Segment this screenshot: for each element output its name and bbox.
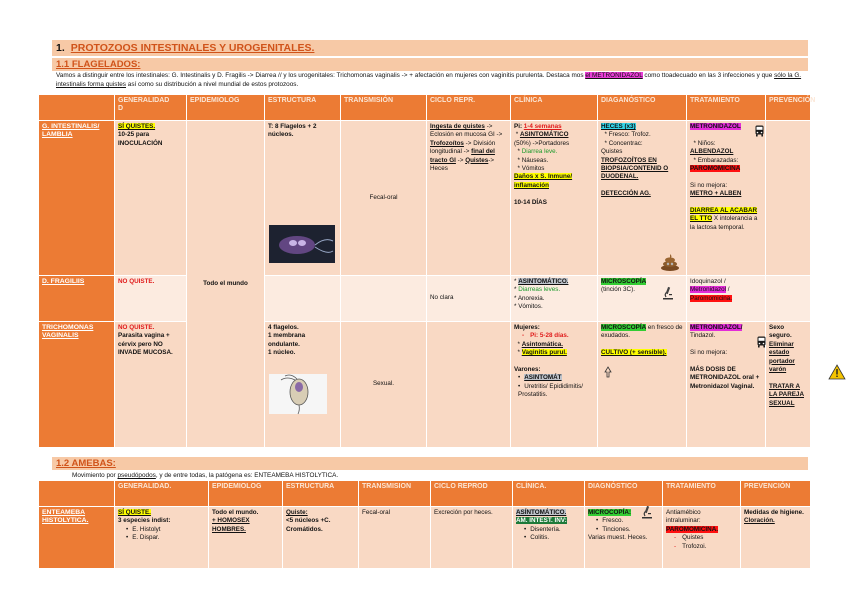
trichomonas-clin-pi: - Pi: 5-28 días.: [522, 332, 594, 340]
fragilis-transmision: [341, 276, 427, 322]
giardia-quistes: SÍ QUISTES.: [118, 123, 156, 130]
trichomonas-diag-micro: MICROSCOPÍA: [601, 324, 647, 331]
table-row-fragilis: [39, 276, 811, 322]
table-row-entamoeba: [39, 507, 811, 569]
giardia-clin-danos: Daños x S. Inmune/ inflamación: [514, 173, 573, 189]
giardia-diag-troph: TROFOZOÍTOS EN BIOPSIA/CONTENID O DUODENAL.: [601, 156, 669, 181]
giardia-tto-metro: METRONIDAZOL: [690, 123, 741, 130]
trichomonas-clin-uretritis-item: [518, 383, 594, 400]
intro-text-a: Vamos a distinguir entre los intestinales: G. Intestinalis y D. Fragilis -> Diarrea // y los urogenitales: Trichomonas vaginalis -> + afectación en mujeres con vaginitis purulenta. Destaca mos: [56, 72, 586, 79]
trichomonas-gen-b: Parasita vagina + cérvix pero NO INVADE MUCOSA.: [118, 332, 173, 357]
entamoeba-tto-b: PAROMOMICINA.: [666, 525, 719, 533]
trichomonas-ciclo: [427, 322, 511, 448]
amebas-header-epidemiologia: EPIDEMIOLOG: [209, 481, 283, 507]
trichomonas-clin-varones-list: [518, 374, 594, 399]
entamoeba-est-a: Quiste:: [286, 509, 308, 516]
flagelados-table: [38, 94, 816, 448]
entamoeba-gen-b: 3 especies indist:: [118, 517, 171, 525]
trichomonas-clin-asint: Asintomática.: [521, 340, 563, 348]
intro-underline: sólo la G. intestinalis forma quistes: [56, 72, 802, 88]
trichomonas-transmision-text: Sexual.: [372, 380, 394, 388]
entamoeba-diag-list: [596, 517, 659, 534]
entamoeba-species-list: [126, 526, 205, 543]
entamoeba-tto-d: - Trofozoi.: [674, 543, 737, 551]
subsection-amebas: [52, 457, 808, 470]
table-header-row: [39, 95, 811, 121]
subsection-amebas-text: 1.2 AMEBAS:: [56, 458, 116, 469]
entamoeba-epi-b: + HOMOSEX HOMBRES.: [212, 517, 250, 533]
entamoeba-diag-b: • Fresco.: [596, 517, 659, 525]
row-name-fragilis: [39, 276, 115, 322]
trichomonas-clin-vaginitis: Vaginitis purul.: [521, 349, 567, 357]
giardia-tto-intol: X intolerancia a la lactosa temporal.: [690, 215, 758, 231]
trichomonas-tratamiento: [687, 322, 766, 448]
header-generalidad-wrap: D: [118, 105, 124, 112]
trichomonas-clin-uretritis: Uretritis/ Epididimitis/ Prostatitis.: [518, 382, 583, 399]
trichomonas-tto-metro: METRONIDAZOL/: [690, 324, 743, 331]
fragilis-estructura: [265, 276, 341, 322]
intro-highlight: el METRONIDAZOL: [585, 72, 643, 79]
amebas-header-tratamiento: TRATAMIENTO: [663, 481, 741, 507]
entamoeba-gen-a: SÍ QUISTE.: [118, 509, 151, 516]
giardia-clin-days: 10-14 DÍAS: [514, 198, 547, 206]
amebas-intro-u: pseudópodos: [117, 472, 156, 479]
giardia-estructura: [265, 121, 341, 276]
entamoeba-ciclo: [431, 507, 513, 569]
fragilis-clinica: * ASINTOMÁTICO. * Diarreas leves. * Anorexia. * Vómitos.: [511, 276, 598, 322]
header-generalidad: [115, 95, 187, 121]
amebas-header-ciclo: CICLO REPROD: [431, 481, 513, 507]
trichomonas-est-c: 1 núcleo.: [268, 349, 296, 357]
giardia-generalidad: [115, 121, 187, 276]
entamoeba-clin-b: AM. INTEST. INV:: [516, 517, 567, 525]
fragilis-diag-micro: MICROSCOPÍA: [601, 278, 647, 285]
microscope-icon: [641, 505, 653, 519]
petri-arrow-icon: [604, 366, 612, 378]
giardia-clinica: Pi: 1-4 semanas * ASINTOMÁTICO (50%) ->Portadores * Diarrea leve. * Náuseas. * Vómitos Daños x S. Inmune/ inflamación 10-14 DÍAS: [511, 121, 598, 276]
intro-text-c: así como su distribución a nivel mundial de estos protozoos.: [125, 81, 299, 88]
intro-text-b: como ttoadecuado en las 3 infecciones y que: [644, 72, 775, 79]
fragilis-prevencion: [766, 276, 811, 322]
giardia-estructura-text: T: 8 Flagelos + 2 núcleos.: [268, 123, 317, 139]
giardia-ciclo-c: Trofozoítos: [430, 139, 464, 147]
table-row-giardia: [39, 121, 811, 276]
entamoeba-diag-c: • Tinciones.: [596, 526, 659, 534]
trichomonas-clin-mujeres: Mujeres:: [514, 324, 540, 331]
warning-icon: [828, 364, 846, 380]
giardia-tto-ninos: * Niños:: [693, 139, 716, 147]
fragilis-clin-vomitos: Vómitos.: [518, 303, 543, 311]
fragilis-generalidad: [115, 276, 187, 322]
giardia-ciclo-h: -> Heces: [430, 156, 495, 173]
fragilis-diagnostico: [598, 276, 687, 322]
giardia-clin-asint: ASINTOMÁTICO: [519, 131, 569, 139]
giardia-ciclo: [427, 121, 511, 276]
giardia-ciclo-f: ->: [455, 156, 466, 164]
entamoeba-prevencion: [741, 507, 811, 569]
trichomonas-diagnostico: [598, 322, 687, 448]
trichomonas-transmision: [341, 322, 427, 448]
trichomonas-clin-asint2-item: [518, 374, 594, 382]
amebas-header-prevencion: PREVENCIÓN: [741, 481, 811, 507]
entamoeba-gen-d: • E. Dispar.: [126, 534, 205, 542]
header-transmision: TRANSMISIÓN: [341, 95, 427, 121]
giardia-diag-quistes: Quistes: [601, 148, 623, 156]
header-tratamiento: TRATAMIENTO: [687, 95, 766, 121]
giardia-diag-concentrac: * Concentrac:: [604, 139, 643, 147]
fragilis-tto-iodo: Idoquinazol /: [690, 278, 726, 285]
entamoeba-clin-c: • Disentería.: [524, 526, 581, 534]
trichomonas-diag-micro-b: en fresco de exudados.: [601, 324, 683, 340]
giardia-micrograph-image: [269, 225, 335, 263]
header-clinica: CLÍNICA: [511, 95, 598, 121]
giardia-tratamiento: [687, 121, 766, 276]
table-row-trichomonas: [39, 322, 811, 448]
giardia-diag-ag: DETECCIÓN AG.: [601, 190, 651, 198]
entamoeba-gen-c: • E. Histolyt: [126, 526, 205, 534]
giardia-ciclo-e: final del tracto GI: [430, 148, 495, 164]
trichomonas-clinica: Mujeres: - Pi: 5-28 días. * Asintomática. * Vaginitis purul. Varones: • ASINTOMÁT • Uretritis/ Epididimitis/ Prostatitis.: [511, 322, 598, 448]
amebas-intro: [72, 471, 832, 480]
trichomonas-clin-pi-list: [522, 332, 594, 340]
microscope-icon: [662, 286, 674, 300]
trichomonas-tto-tindazol: Tindazol.: [690, 332, 716, 340]
fragilis-gen: NO QUISTE.: [118, 278, 155, 285]
entamoeba-clin-list: [524, 526, 581, 543]
trichomonas-prevencion: [766, 322, 811, 448]
trichomonas-prev-c: TRATAR A LA PAREJA SEXUAL: [769, 382, 804, 407]
amebas-intro-a: Movimiento por: [72, 472, 118, 479]
header-prevencion: PREVENCIÓN: [766, 95, 811, 121]
giardia-ciclo-b: -> Eclosión en mucosa GI ->: [430, 123, 503, 139]
fragilis-tto-metro: Metronidazol: [690, 286, 727, 294]
giardia-clin-vomitos: Vómitos: [521, 165, 545, 173]
amebas-table: [38, 480, 811, 569]
header-generalidad-text: GENERALIDAD: [118, 97, 170, 104]
giardia-clin-weeks: 1-4 semanas: [523, 123, 562, 130]
amebas-header-row: [39, 481, 811, 507]
giardia-clin-pi: Pi:: [514, 123, 524, 130]
entamoeba-transmision: [359, 507, 431, 569]
fragilis-tto-paromo: Paromomicina.: [690, 294, 732, 302]
giardia-tto-emb: * Embarazadas:: [693, 156, 739, 164]
entamoeba-tto-a: Antiamébico intraluminar:: [666, 509, 701, 525]
amebas-header-generalidad: GENERALIDAD.: [115, 481, 209, 507]
poop-icon: [660, 253, 680, 271]
trichomonas-name: TRICHOMONAS VAGINALIS: [42, 324, 94, 340]
giardia-tto-diarrea: DIARREA AL ACABAR EL TTO: [690, 207, 758, 223]
trichomonas-gen-a: NO QUISTE.: [118, 324, 155, 331]
bus-icon: [755, 125, 764, 137]
fragilis-clin-diarreas: Diarreas leves.: [518, 286, 561, 294]
amebas-intro-b: , y de entre todas, la patógena es: ENTEAMEBA HISTOLYTICA.: [155, 472, 339, 479]
entamoeba-tto-c: - Quistes: [674, 534, 737, 542]
giardia-inoculacion: 10-25 para INOCULACIÓN: [118, 131, 163, 147]
section-title-text: PROTOZOOS INTESTINALES Y UROGENITALES.: [70, 42, 315, 54]
amebas-header-diagnostico: DIAGNÓSTICO: [585, 481, 663, 507]
fragilis-ciclo: [427, 276, 511, 322]
giardia-clin-nauseas: Náuseas.: [521, 156, 549, 164]
giardia-tto-paromo: PAROMOMICINA: [690, 165, 741, 173]
entamoeba-name: ENTEAMEBA HISTOLYTICA.: [42, 509, 89, 525]
subsection-flagelados-text: 1.1 FLAGELADOS:: [56, 59, 141, 70]
giardia-ciclo-a: Ingesta de quistes: [430, 123, 485, 130]
entamoeba-diagnostico: [585, 507, 663, 569]
epidemiologia-text: Todo el mundo: [203, 279, 248, 287]
trichomonas-est-a: 4 flagelos.: [268, 324, 299, 331]
amebas-header-transmision: TRANSMISION: [359, 481, 431, 507]
entamoeba-epidemiologia: [209, 507, 283, 569]
row-name-trichomonas: [39, 322, 115, 448]
giardia-diag-fresco: * Fresco: Trofoz.: [604, 131, 651, 139]
amebas-header-empty: [39, 481, 115, 507]
giardia-diagnostico: [598, 121, 687, 276]
row-name-entamoeba: [39, 507, 115, 569]
entamoeba-clin-a: ASÍNTOMÁTICO.: [516, 509, 567, 516]
fragilis-name: D. FRAGILIIS: [42, 278, 85, 285]
fragilis-ciclo-text: No clara: [430, 294, 454, 302]
amebas-header-estructura: ESTRUCTURA: [283, 481, 359, 507]
header-epidemiologia: EPIDEMIOLOG: [187, 95, 265, 121]
giardia-prevencion: [766, 121, 811, 276]
giardia-name: G. INTESTINALIS/ LAMBLIA: [42, 123, 100, 139]
header-empty: [39, 95, 115, 121]
entamoeba-ciclo-text: Excreción por heces.: [434, 509, 493, 516]
intro-paragraph: [56, 71, 816, 89]
entamoeba-epi-a: Todo el mundo.: [212, 509, 259, 516]
entamoeba-diag-d: Varias muest. Heces.: [588, 534, 648, 542]
trichomonas-prev-b: Eliminar estado portador varón: [769, 340, 795, 374]
trichomonas-est-b: 1 membrana ondulante.: [268, 332, 306, 348]
epidemiologia-shared: [187, 121, 265, 448]
entamoeba-tratamiento: [663, 507, 741, 569]
giardia-transmision: [341, 121, 427, 276]
fragilis-clin-anorexia: Anorexia.: [517, 294, 545, 302]
fragilis-diag-tincion: (tinción 3C).: [601, 286, 635, 294]
trichomonas-generalidad: [115, 322, 187, 448]
giardia-transmision-text: Fecal-oral: [369, 193, 398, 201]
giardia-clin-diarrea: Diarrea leve.: [521, 148, 558, 156]
trichomonas-tto-dosis: MÁS DOSIS DE METRONIDAZOL oral + Metronidazol Vaginal.: [690, 366, 760, 390]
entamoeba-est-b: <5 núcleos +C. Cromátidos.: [286, 517, 331, 533]
entamoeba-tto-list: [674, 534, 737, 551]
giardia-clin-port: (50%) ->Portadores: [514, 139, 570, 147]
trichomonas-estructura: [265, 322, 341, 448]
giardia-tto-combo: METRO + ALBEN: [690, 190, 742, 198]
giardia-ciclo-g: Quistes: [465, 156, 489, 164]
entamoeba-diag-a: MICROCOPÍA:: [588, 509, 632, 516]
subsection-flagelados: [52, 58, 808, 71]
entamoeba-transmision-text: Fecal-oral: [362, 509, 390, 516]
entamoeba-generalidad: [115, 507, 209, 569]
trichomonas-prev-a: Sexo seguro.: [769, 324, 792, 340]
trichomonas-micrograph-image: [269, 374, 327, 414]
header-diagnostico: DIAGANÓSTICO: [598, 95, 687, 121]
fragilis-clin-asint: ASINTOMÁTICO.: [518, 278, 569, 285]
entamoeba-estructura: [283, 507, 359, 569]
giardia-tto-albendazol: ALBENDAZOL: [690, 148, 734, 156]
entamoeba-clinica: [513, 507, 585, 569]
giardia-tto-sinomejora: Si no mejora:: [690, 181, 728, 189]
trichomonas-clin-asint2: ASINTOMÁT: [524, 374, 562, 382]
header-estructura: ESTRUCTURA: [265, 95, 341, 121]
trichomonas-diag-cultivo: CULTIVO (+ sensible).: [601, 349, 667, 357]
giardia-ciclo-d: -> División longitudinal ->: [430, 139, 496, 156]
row-name-giardia: [39, 121, 115, 276]
header-ciclo: CICLO REPR.: [427, 95, 511, 121]
entamoeba-prev-b: Cloración.: [744, 517, 775, 525]
section-title: [52, 40, 808, 56]
trichomonas-tto-sinomejora: Si no mejora:: [690, 349, 728, 357]
section-number: 1.: [56, 42, 65, 54]
entamoeba-prev-a: Medidas de higiene.: [744, 509, 804, 516]
fragilis-tratamiento: Idoquinazol / Metronidazol / Paromomicina.: [687, 276, 766, 322]
giardia-diag-heces: HECES (x3): [601, 123, 636, 130]
entamoeba-clin-d: • Colitis.: [524, 534, 581, 542]
amebas-header-clinica: CLÍNICA.: [513, 481, 585, 507]
trichomonas-clin-varones: Varones:: [514, 366, 541, 374]
